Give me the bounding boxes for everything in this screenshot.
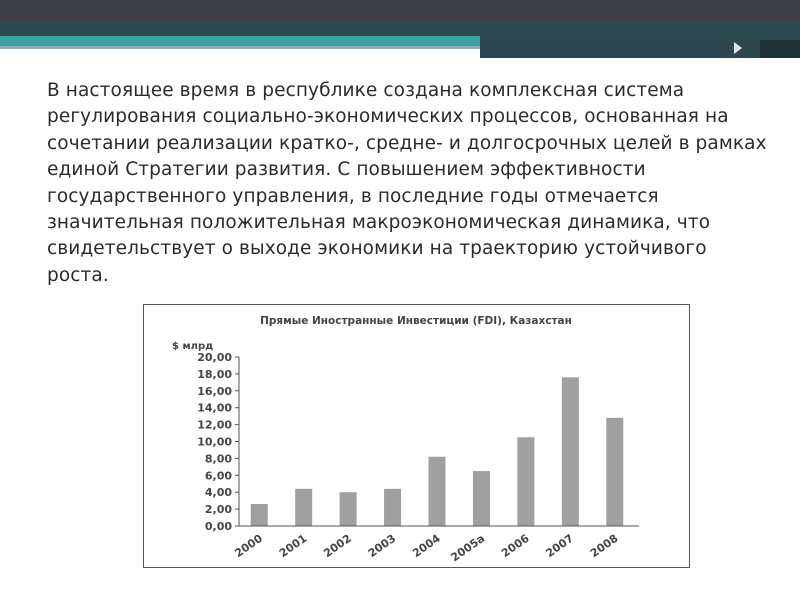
header-tab	[480, 36, 800, 58]
header-bar	[0, 0, 800, 22]
bar-2006	[517, 437, 534, 526]
bar-2000	[251, 504, 268, 526]
triangle-arrow-icon	[734, 42, 742, 54]
bar-2004	[429, 457, 446, 526]
x-tick-label: 2006	[499, 531, 532, 561]
bar-2003	[384, 489, 401, 526]
y-tick-label: 18,00	[197, 367, 232, 381]
fdi-bar-chart	[144, 305, 689, 567]
header-band-dark	[0, 22, 800, 36]
y-tick-label: 12,00	[197, 418, 232, 432]
y-tick-label: 0,00	[204, 520, 232, 533]
bar-2007	[562, 377, 579, 526]
y-tick-label: 6,00	[204, 469, 232, 483]
x-tick-label: 2001	[276, 531, 310, 561]
bar-2002	[340, 492, 357, 526]
x-tick-label: 2002	[321, 531, 354, 561]
x-tick-label: 2004	[410, 531, 443, 561]
y-tick-label: 16,00	[197, 384, 232, 398]
y-tick-label: 8,00	[204, 452, 232, 466]
y-axis-ticks	[197, 351, 239, 533]
bar-2005а	[473, 471, 490, 526]
y-tick-label: 10,00	[197, 435, 232, 449]
x-tick-label: 2007	[543, 531, 577, 561]
bar-2001	[295, 489, 312, 526]
y-tick-label: 14,00	[197, 401, 232, 415]
bars-group	[251, 377, 624, 526]
x-tick-label: 2005а	[448, 531, 488, 565]
chart-frame	[143, 304, 690, 568]
x-axis-ticks	[232, 532, 620, 565]
x-tick-label: 2003	[365, 531, 399, 561]
y-tick-label: 20,00	[197, 351, 232, 364]
y-tick-label: 2,00	[204, 503, 232, 517]
bar-2008	[606, 418, 623, 526]
header-tab-accent	[760, 40, 800, 58]
x-tick-label: 2008	[587, 531, 621, 561]
chart-title: Прямые Иностранные Инвестиции (FDI), Казахстан	[260, 315, 572, 327]
y-tick-label: 4,00	[204, 486, 232, 500]
slide-paragraph: В настоящее время в республике создана комплексная система регулирования социально-экономических процессов, основанная на сочетании реализации кратко-, средне- и долгосрочных целей в рамках единой Стратегии развития. С повышением эффективности государственного управления, в последние годы отмечается значительная положительная макроэкономическая динамика, что свидетельствует о выходе экономики на траекторию устойчивого роста.	[47, 80, 767, 286]
x-tick-label: 2000	[232, 531, 265, 561]
y-axis-label: $ млрд	[172, 341, 214, 352]
